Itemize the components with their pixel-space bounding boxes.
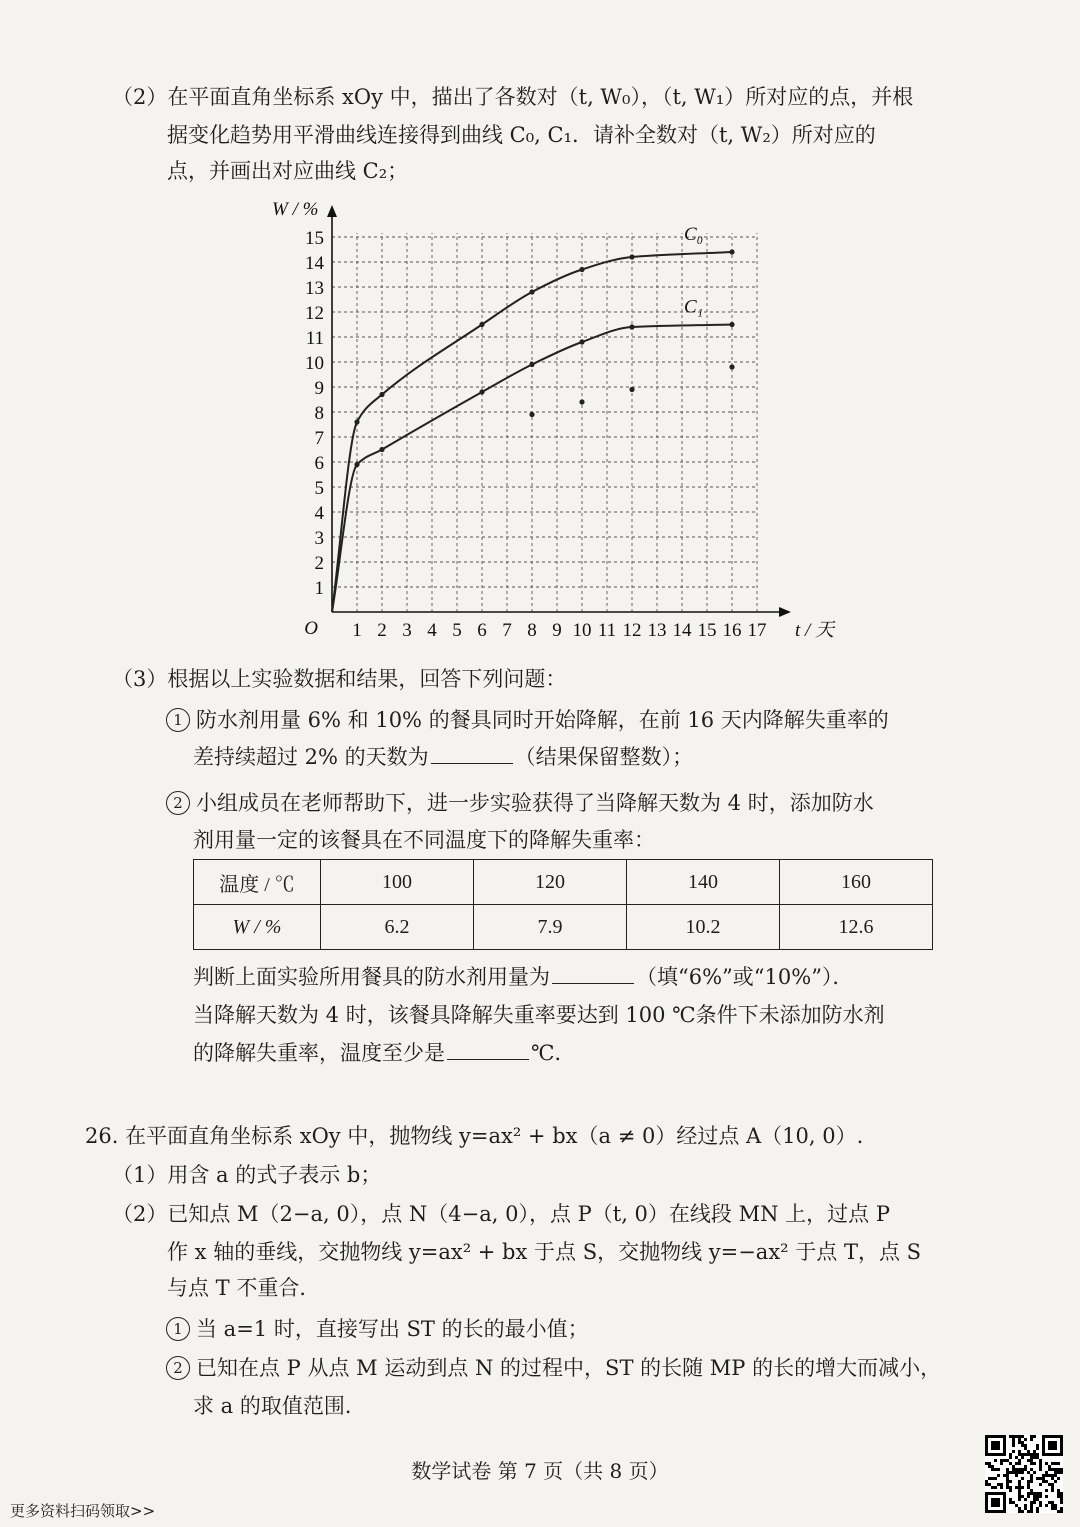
- q25-part2-line1: （2）在平面直角坐标系 xOy 中，描出了各数对（t, W₀），（t, W₁）所对应的点，并根: [112, 85, 914, 109]
- y-tick-label: 14: [305, 253, 324, 274]
- qr-code-icon[interactable]: [985, 1435, 1063, 1513]
- q26-part2-line3: 与点 T 不重合．: [167, 1276, 321, 1300]
- y-axis-arrow: [327, 205, 337, 217]
- y-tick-label: 6: [314, 453, 324, 474]
- y-tick-label: 8: [314, 403, 324, 424]
- q26-part2-line2: 作 x 轴的垂线，交抛物线 y=ax² + bx 于点 S，交抛物线 y=−ax² 于点 T，点 S: [167, 1240, 922, 1264]
- table-cell: 6.2: [321, 905, 474, 950]
- x-tick-label: 7: [502, 620, 512, 641]
- x-tick-label: 15: [697, 620, 717, 641]
- data-point-w2: [729, 364, 734, 369]
- q26-part2-line1: （2）已知点 M（2−a, 0），点 N（4−a, 0），点 P（t, 0）在线段 MN 上，过点 P: [112, 1202, 890, 1226]
- x-axis-label: t / 天: [795, 620, 835, 641]
- q25-part3-label: （3）: [112, 667, 168, 691]
- y-tick-label: 3: [314, 528, 324, 549]
- x-tick-label: 2: [377, 620, 387, 641]
- answer-blank[interactable]: [552, 961, 634, 984]
- y-tick-label: 13: [305, 278, 324, 299]
- table-cell: 10.2: [627, 905, 780, 950]
- q25-part2-label: （2）: [112, 85, 168, 109]
- data-point: [529, 362, 534, 367]
- q25-sub1-line2: 差持续超过 2% 的天数为 （结果保留整数）；: [193, 740, 693, 774]
- curve-label: C₀: [684, 224, 704, 245]
- q25-sub2-line1: 2 小组成员在老师帮助下，进一步实验获得了当降解天数为 4 时，添加防水: [166, 786, 874, 820]
- x-tick-label: 8: [527, 620, 537, 641]
- q25-sub2-after3: 的降解失重率，温度至少是 ℃．: [193, 1036, 576, 1070]
- table-row: [194, 860, 933, 905]
- table-header-temperature: 温度 / ℃: [194, 860, 321, 905]
- y-tick-label: 12: [305, 303, 324, 324]
- q26-sub1: 1 当 a=1 时，直接写出 ST 的长的最小值；: [166, 1312, 589, 1346]
- data-point: [529, 289, 534, 294]
- y-tick-label: 5: [314, 478, 324, 499]
- page-footer: 数学试卷 第 7 页（共 8 页）: [411, 1459, 669, 1483]
- data-point: [629, 254, 634, 259]
- x-tick-label: 13: [647, 620, 667, 641]
- table-cell: 12.6: [780, 905, 933, 950]
- table-cell: 100: [321, 860, 474, 905]
- data-point: [354, 419, 359, 424]
- data-point: [379, 392, 384, 397]
- table-cell: 120: [474, 860, 627, 905]
- y-axis-label: W / %: [272, 199, 319, 220]
- curve-label: C₁: [684, 296, 704, 318]
- data-point: [579, 339, 584, 344]
- q25-sub2-after1: 判断上面实验所用餐具的防水剂用量为 （填“6%”或“10%”）．: [193, 960, 853, 994]
- y-tick-label: 15: [305, 228, 324, 249]
- y-tick-label: 1: [314, 578, 324, 599]
- data-point: [479, 389, 484, 394]
- x-tick-label: 11: [597, 620, 617, 641]
- data-point: [579, 267, 584, 272]
- y-tick-label: 4: [314, 503, 324, 524]
- y-tick-label: 7: [314, 428, 324, 449]
- data-point: [354, 462, 359, 467]
- x-tick-label: 3: [402, 620, 412, 641]
- data-point-w2: [579, 399, 584, 404]
- q26-part1: （1）用含 a 的式子表示 b；: [112, 1163, 382, 1187]
- data-point: [629, 324, 634, 329]
- circled-number-1: 1: [166, 1317, 190, 1341]
- q25-sub2-line2: 剂用量一定的该餐具在不同温度下的降解失重率：: [193, 828, 655, 852]
- answer-blank[interactable]: [431, 741, 513, 764]
- q26-stem: 26. 在平面直角坐标系 xOy 中，抛物线 y=ax² + bx（a ≠ 0）经过点 A（10, 0）.: [85, 1124, 864, 1148]
- x-axis-arrow: [779, 607, 791, 617]
- more-resources-link[interactable]: 更多资料扫码领取>>: [10, 1502, 156, 1520]
- table-cell: 140: [627, 860, 780, 905]
- table-cell: 7.9: [474, 905, 627, 950]
- degradation-chart: [260, 180, 835, 650]
- origin-label: O: [304, 618, 318, 639]
- y-tick-label: 2: [314, 553, 324, 574]
- q25-part2-line2: 据变化趋势用平滑曲线连接得到曲线 C₀, C₁．请补全数对（t, W₂）所对应的: [167, 123, 876, 147]
- data-point: [379, 447, 384, 452]
- q25-sub2-after2: 当降解天数为 4 时，该餐具降解失重率要达到 100 ℃条件下未添加防水剂: [193, 1003, 885, 1027]
- x-tick-label: 4: [427, 620, 437, 641]
- q26-sub2-line1: 2 已知在点 P 从点 M 运动到点 N 的过程中，ST 的长随 MP 的长的增大而减小，: [166, 1351, 941, 1385]
- x-tick-label: 10: [572, 620, 592, 641]
- table-cell: 160: [780, 860, 933, 905]
- y-tick-label: 11: [305, 328, 324, 349]
- x-tick-label: 14: [672, 620, 692, 641]
- circled-number-1: 1: [166, 708, 190, 732]
- x-tick-label: 1: [352, 620, 362, 641]
- data-point: [479, 322, 484, 327]
- temperature-table: [193, 859, 933, 950]
- answer-blank[interactable]: [447, 1037, 529, 1060]
- q25-part3-intro: （3）根据以上实验数据和结果，回答下列问题：: [112, 667, 567, 691]
- x-tick-label: 9: [552, 620, 562, 641]
- table-header-w: W / %: [194, 905, 321, 950]
- data-point-w2: [629, 387, 634, 392]
- data-point: [729, 249, 734, 254]
- q26-sub2-line2: 求 a 的取值范围．: [193, 1394, 366, 1418]
- data-point: [729, 322, 734, 327]
- x-tick-label: 6: [477, 620, 487, 641]
- q25-sub1-line1: 1 防水剂用量 6% 和 10% 的餐具同时开始降解，在前 16 天内降解失重率的: [166, 703, 889, 737]
- y-tick-label: 10: [305, 353, 324, 374]
- x-tick-label: 16: [722, 620, 742, 641]
- table-row: [194, 905, 933, 950]
- x-tick-label: 17: [747, 620, 767, 641]
- circled-number-2: 2: [166, 1356, 190, 1380]
- q25-part2-line3: 点，并画出对应曲线 C₂；: [167, 159, 409, 183]
- circled-number-2: 2: [166, 791, 190, 815]
- y-tick-label: 9: [314, 378, 324, 399]
- data-point-w2: [529, 412, 534, 417]
- x-tick-label: 5: [452, 620, 462, 641]
- x-tick-label: 12: [622, 620, 642, 641]
